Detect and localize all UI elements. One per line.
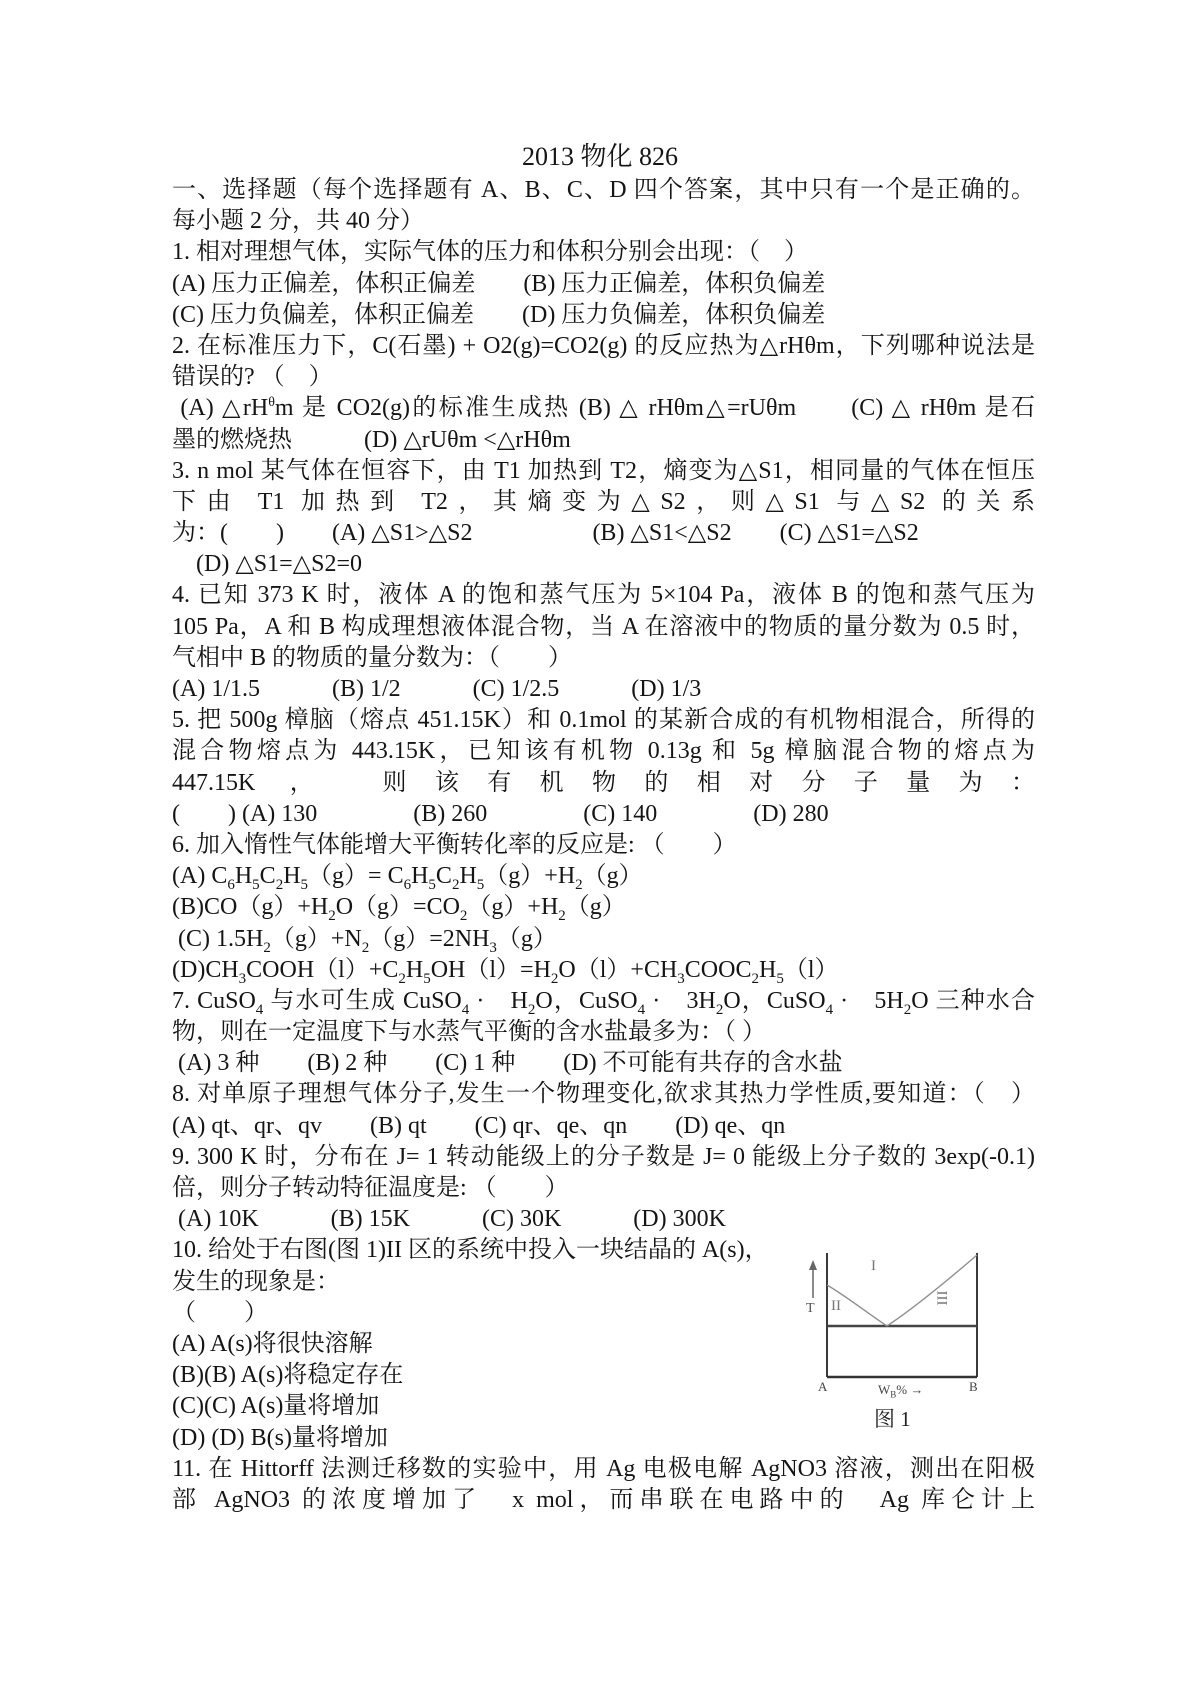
text-line: 6. 加入惰性气体能增大平衡转化率的反应是: （ ） [172, 831, 737, 858]
right-liquidus-curve [887, 1255, 977, 1326]
text-line: $(B)CO(g)+H_2O(g)=CO_2(g)+H_2(g)$ [172, 894, 626, 925]
text-line: (A) 10K (B) 15K (C) 30K (D) 300K [172, 1206, 726, 1233]
text-line: 墨的燃烧热 (D) △rUθm <△rHθm [172, 426, 571, 453]
text-line: (A) 1/1.5 (B) 1/2 (C) 1/2.5 (D) 1/3 [172, 676, 702, 702]
text-line: 部 AgNO3 的浓度增加了 x mol，而串联在电路中的 Ag 库仑计上 [172, 1486, 1035, 1513]
t-axis-label: T [806, 1301, 815, 1316]
text-line: (B)(B) A(s)将稳定存在 [172, 1362, 404, 1389]
text-line: （ ） [172, 1299, 268, 1326]
text-line: (A) 3 种 (B) 2 种 (C) 1 种 (D) 不可能有共存的含水盐 [172, 1050, 843, 1077]
text-line: (A) A(s)将很快溶解 [172, 1330, 373, 1357]
document-title: 2013 物化 826 [521, 142, 678, 171]
text-line: ( ) (A) 130 (B) 260 (C) 140 (D) 280 [172, 800, 829, 827]
text-line: (A) 压力正偏差，体积正偏差 (B) 压力正偏差，体积负偏差 [172, 270, 826, 297]
x-axis-label: $W_B\%$ → [878, 1382, 924, 1400]
region-III-label: III [933, 1290, 950, 1306]
text-line: $(D)CH_3COOH(l)+C_2H_5OH(l)=H_2O(l)+CH_3COOC_2H_5(l)$ [172, 956, 839, 987]
text-line: 物，则在一定温度下与水蒸气平衡的含水盐最多为：（ ） [172, 1019, 766, 1046]
figure-caption: 图 1 [874, 1407, 911, 1431]
text-line: 8. 对单原子理想气体分子,发生一个物理变化,欲求其热力学性质,要知道：（ ） [172, 1081, 1035, 1108]
text-line: 105 Pa，A 和 B 构成理想液体混合物，当 A 在溶液中的物质的量分数为 0.5 时， [172, 613, 1035, 640]
text-line: 倍，则分子转动特征温度是: （ ） [172, 1175, 569, 1201]
text-line: 5. 把 500g 樟脑（熔点 451.15K）和 0.1mol 的某新合成的有机物相混合，所得的 [172, 707, 1035, 734]
t-axis-arrowhead [809, 1260, 817, 1270]
x-axis-right-label: B [969, 1379, 978, 1394]
text-line: 气相中 B 的物质的量分数为：（ ） [172, 644, 573, 671]
text-line: 为：( ) (A) △S1>△S2 (B) △S1<△S2 (C) △S1=△S2 [172, 520, 919, 547]
text-line: (C)(C) A(s)量将增加 [172, 1393, 380, 1420]
text-line: (A) qt、qr、qv (B) qt (C) qr、qe、qn (D) qe、qn [172, 1112, 786, 1139]
text-line: 混合物熔点为 443.15K，已知该有机物 0.13g 和 5g 樟脑混合物的熔点为 [172, 738, 1035, 765]
figure-1 [798, 1236, 1048, 1446]
text-line: (C) 压力负偏差，体积正偏差 (D) 压力负偏差，体积负偏差 [172, 301, 826, 328]
region-II-label: II [831, 1298, 841, 1314]
text-line: 每小题 2 分，共 40 分） [172, 208, 424, 235]
text-line: 一、选择题（每个选择题有 A、B、C、D 四个答案，其中只有一个是正确的。 [172, 177, 1035, 203]
text-line: (A) $C_6H_5C_2H_5(g)= C_6H_5C_2H_5(g)+H_2(g)$ [172, 863, 643, 893]
text-line: (C) $1.5H_2(g)+N_2(g)=2NH_3(g)$ [172, 925, 557, 956]
region-I-label: I [871, 1258, 876, 1274]
x-axis-left-label: A [818, 1379, 828, 1394]
text-line: 7. CuSO$_4$ 与水可生成 CuSO$_4$ · $H_2O$，CuSO$_4$ · $3H_2O$，CuSO$_4$ · $5H_2O$ 三种水合 [172, 987, 1035, 1018]
text-line: (A) $\triangle rH^\theta m$ 是 CO2(g)的标准生成热 (B) △ rHθm△=rUθm (C) △ rHθm 是石 [172, 395, 1035, 422]
text-line: 3. n mol 某气体在恒容下，由 T1 加热到 T2，熵变为△S1，相同量的气体在恒压 [172, 457, 1035, 484]
text-line: 9. 300 K 时，分布在 J= 1 转动能级上的分子数是 J= 0 能级上分子数的 3exp(-0.1) [172, 1143, 1035, 1170]
text-line: (D) △S1=△S2=0 [172, 551, 362, 578]
text-line: 下由 T1 加热到 T2，其熵变为△S2，则△S1 与△S2 的关系 [172, 488, 1035, 515]
text-line: 2. 在标准压力下，C(石墨) + O2(g)=CO2(g) 的反应热为△rHθm，下列哪种说法是 [172, 332, 1035, 359]
text-line: 发生的现象是： [172, 1268, 340, 1295]
text-line: (D) (D) B(s)量将增加 [172, 1424, 388, 1451]
text-line: 11. 在 Hittorff 法测迁移数的实验中，用 Ag 电极电解 AgNO3 溶液，测出在阳极 [172, 1455, 1035, 1482]
text-line: 错误的? （ ） [172, 364, 333, 391]
text-line: 1. 相对理想气体，实际气体的压力和体积分别会出现：（ ） [172, 239, 808, 266]
text-line: 10. 给处于右图(图 1)II 区的系统中投入一块结晶的 A(s)， [172, 1237, 769, 1264]
text-line: 4. 已知 373 K 时，液体 A 的饱和蒸气压为 5×104 Pa，液体 B 的饱和蒸气压为 [172, 582, 1035, 609]
text-line: 447.15K ， 则该有机物的相对分子量为： [172, 769, 1035, 796]
